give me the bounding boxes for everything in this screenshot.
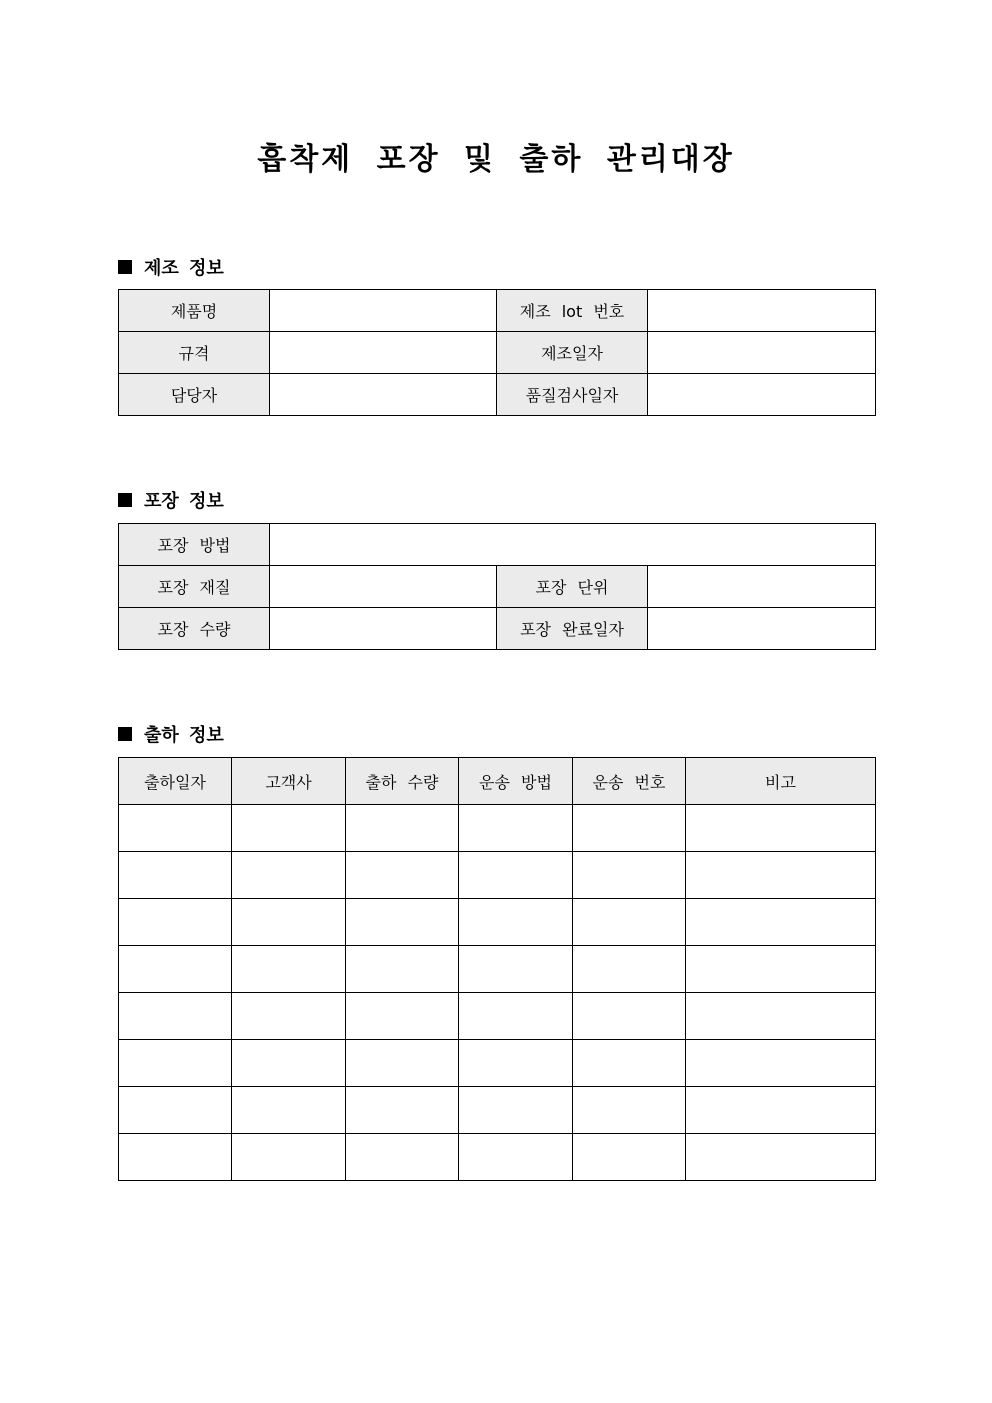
table-cell[interactable] [573,1087,686,1134]
manufacture-table [118,289,876,416]
qc-date-field[interactable] [648,374,876,416]
table-cell[interactable] [119,946,232,993]
table-cell[interactable] [459,852,573,899]
column-header-remarks: 비고 [686,758,876,805]
table-cell[interactable] [119,1134,232,1181]
table-cell[interactable] [346,1134,459,1181]
table-cell[interactable] [459,1134,573,1181]
column-header-ship-quantity: 출하 수량 [346,758,459,805]
packaging-complete-date-label: 포장 완료일자 [497,608,648,650]
table-cell[interactable] [573,805,686,852]
packaging-unit-field[interactable] [648,566,876,608]
square-bullet-icon [118,260,132,274]
packaging-heading-text: 포장 정보 [144,491,224,512]
page-title: 흡착제 포장 및 출하 관리대장 [257,142,735,177]
table-row [119,946,876,993]
table-cell[interactable] [119,899,232,946]
packaging-material-field[interactable] [270,566,497,608]
square-bullet-icon [118,493,132,507]
packaging-table [118,523,876,650]
packaging-method-label: 포장 방법 [119,524,270,566]
table-cell[interactable] [686,993,876,1040]
table-row [119,1040,876,1087]
packaging-unit-label: 포장 단위 [497,566,648,608]
table-cell[interactable] [686,946,876,993]
table-cell[interactable] [459,993,573,1040]
shipping-heading [118,721,224,747]
shipping-table [118,757,876,1181]
square-bullet-icon [118,727,132,741]
table-row [119,524,876,566]
table-cell[interactable] [232,1134,346,1181]
table-cell[interactable] [346,1040,459,1087]
manufacture-date-field[interactable] [648,332,876,374]
table-row [119,608,876,650]
table-row [119,566,876,608]
column-header-transport-number: 운송 번호 [573,758,686,805]
packaging-complete-date-field[interactable] [648,608,876,650]
table-row [119,332,876,374]
spec-field[interactable] [270,332,497,374]
table-row [119,852,876,899]
table-cell[interactable] [346,805,459,852]
table-row [119,374,876,416]
packaging-material-label: 포장 재질 [119,566,270,608]
table-row [119,290,876,332]
column-header-customer: 고객사 [232,758,346,805]
table-cell[interactable] [459,805,573,852]
table-cell[interactable] [119,805,232,852]
table-cell[interactable] [573,1040,686,1087]
product-name-label: 제품명 [119,290,270,332]
shipping-table-body [119,805,876,1181]
qc-date-label: 품질검사일자 [497,374,648,416]
table-cell[interactable] [346,899,459,946]
table-cell[interactable] [232,805,346,852]
table-cell[interactable] [119,993,232,1040]
table-row [119,993,876,1040]
table-cell[interactable] [573,993,686,1040]
table-cell[interactable] [346,946,459,993]
table-cell[interactable] [232,1087,346,1134]
table-cell[interactable] [686,852,876,899]
table-cell[interactable] [573,1134,686,1181]
table-cell[interactable] [346,1087,459,1134]
table-cell[interactable] [232,852,346,899]
table-cell[interactable] [686,1087,876,1134]
manager-label: 담당자 [119,374,270,416]
table-cell[interactable] [459,1087,573,1134]
table-cell[interactable] [459,899,573,946]
table-cell[interactable] [119,852,232,899]
table-cell[interactable] [119,1040,232,1087]
lot-number-field[interactable] [648,290,876,332]
table-cell[interactable] [573,946,686,993]
spec-label: 규격 [119,332,270,374]
table-cell[interactable] [346,993,459,1040]
table-cell[interactable] [232,1040,346,1087]
packaging-quantity-label: 포장 수량 [119,608,270,650]
table-cell[interactable] [686,899,876,946]
shipping-heading-text: 출하 정보 [144,725,224,746]
column-header-ship-date: 출하일자 [119,758,232,805]
table-cell[interactable] [346,852,459,899]
table-cell[interactable] [459,1040,573,1087]
table-cell[interactable] [119,1087,232,1134]
column-header-transport-method: 운송 방법 [459,758,573,805]
table-row [119,805,876,852]
table-row [119,899,876,946]
table-cell[interactable] [232,946,346,993]
lot-number-label: 제조 lot 번호 [497,290,648,332]
table-row [119,1134,876,1181]
table-row [119,1087,876,1134]
packaging-heading [118,487,224,513]
table-cell[interactable] [686,805,876,852]
table-cell[interactable] [573,852,686,899]
table-cell[interactable] [459,946,573,993]
table-cell[interactable] [232,899,346,946]
table-cell[interactable] [232,993,346,1040]
table-cell[interactable] [573,899,686,946]
table-header-row [119,758,876,805]
manufacture-date-label: 제조일자 [497,332,648,374]
product-name-field[interactable] [270,290,497,332]
table-cell[interactable] [686,1134,876,1181]
packaging-quantity-field[interactable] [270,608,497,650]
manufacture-heading-text: 제조 정보 [144,258,224,279]
table-cell[interactable] [686,1040,876,1087]
manager-field[interactable] [270,374,497,416]
packaging-method-field[interactable] [270,524,876,566]
manufacture-heading [118,254,224,280]
